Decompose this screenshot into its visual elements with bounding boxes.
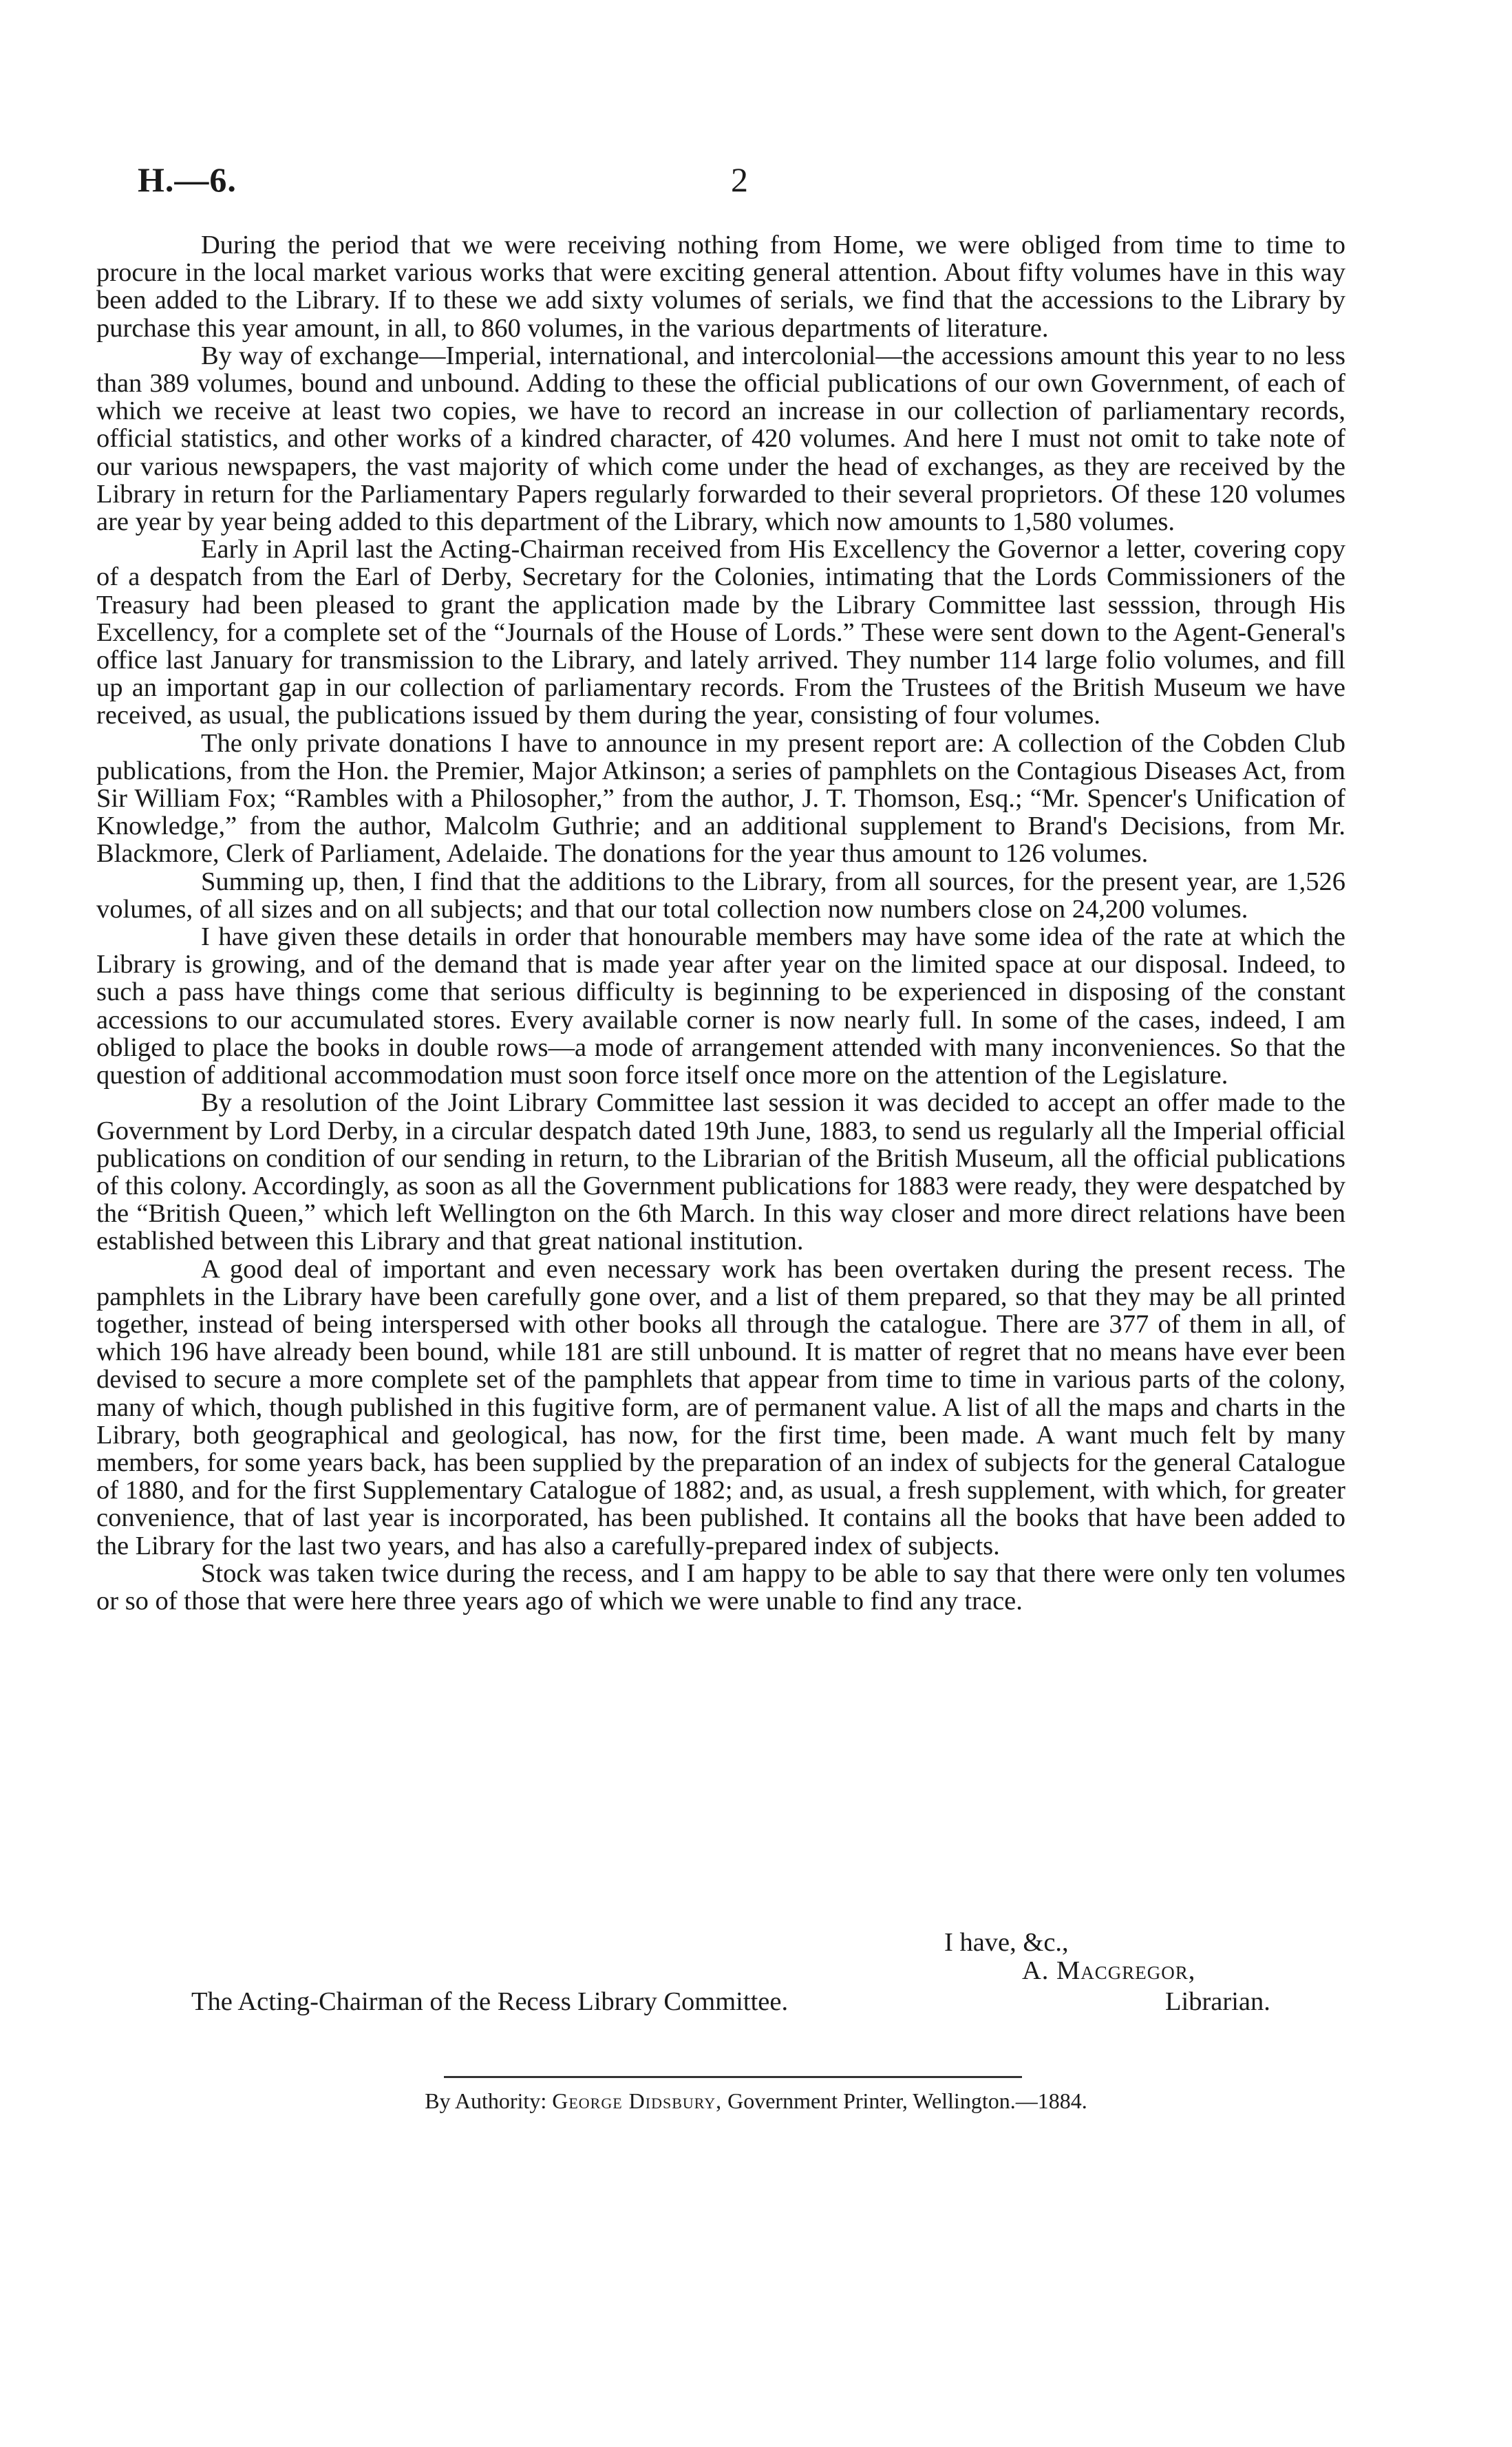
signatory-title: Librarian. [1165, 1987, 1270, 2016]
paragraph-accommodation: I have given these details in order that honourable members may have some idea of the rate at which the Library is growing, and of the demand that is made year after year on the limited space at our disposal. Indeed, to such a pass have things come that serious difficulty is beginning to be experienced in disposing of the constant accessions to our accumulated stores. Every available corner is now nearly full. In some of the cases, indeed, I am obliged to place the books in double rows—a mode of arrangement attended with many inconveniences. So that the question of additional accommodation must soon force itself once more on the attention of the Legislature. [96, 922, 1345, 1090]
paragraph-summary: Summing up, then, I find that the additions to the Library, from all sources, for the present year, are 1,526 volumes, of all sizes and on all subjects; and that our total collection now numbers close on 24,200 volumes. [96, 867, 1345, 924]
paragraph-imperial-publications: By a resolution of the Joint Library Committee last session it was decided to accept an offer made to the Government by Lord Derby, in a circular despatch dated 19th June, 1883, to send us regularly all the Imperial official publications on condition of our sending in return, to the Librarian of the British Museum, all the official publications of this colony. Accordingly, as soon as all the Government publications for 1883 were ready, they were despatched by the “British Queen,” which left Wellington on the 6th March. In this way closer and more direct relations have been established between this Library and that great national institution. [96, 1088, 1345, 1256]
paragraph-private-donations: The only private donations I have to announce in my present report are: A collection of the Cobden Club publications, from the Hon. the Premier, Major Atkinson; a series of pamphlets on the Contagious Diseases Act, from Sir William Fox; “Rambles with a Philosopher,” from the author, J. T. Thomson, Esq.; “Mr. Spencer's Unification of Knowledge,” from the author, Malcolm Guthrie; and an additional supplement to Brand's Decisions, from Mr. Blackmore, Clerk of Parliament, Adelaide. The donations for the year thus amount to 126 volumes. [96, 728, 1345, 869]
paragraph-stock-taking: Stock was taken twice during the recess, and I am happy to be able to say that there were only ten volumes or so of those that were here three years ago of which we were unable to find any trace. [96, 1558, 1345, 1616]
imprint-suffix: Government Printer, Wellington.—1884. [727, 2088, 1087, 2113]
addressee: The Acting-Chairman of the Recess Library Committee. [191, 1987, 789, 2016]
closing-salutation: I have, &c., [944, 1928, 1069, 1957]
imprint-prefix: By Authority: [425, 2088, 547, 2113]
paragraph-recess-work: A good deal of important and even necessary work has been overtaken during the present recess. The pamphlets in the Library have been carefully gone over, and a list of them prepared, so that they may be all printed together, instead of being interspersed with other books all through the catalogue. There are 377 of them in all, of which 196 have already been bound, while 181 are still unbound. It is matter of regret that no means have ever been devised to secure a more complete set of the pamphlets that appear from time to time in various parts of the colony, many of which, though published in this fugitive form, are of permanent value. A list of all the maps and charts in the Library, both geographical and geological, has now, for the first time, been made. A want much felt by many members, for some years back, has been supplied by the preparation of an index of subjects for the general Catalogue of 1880, and for the first Supplementary Catalogue of 1882; and, as usual, a fresh supplement, with which, for greater convenience, that of last year is incorporated, has been published. It contains all the books that have been added to the Library for the last two years, and has also a carefully-prepared index of subjects. [96, 1254, 1345, 1560]
imprint-printer: George Didsbury, [552, 2088, 723, 2113]
paragraph-journals-of-lords: Early in April last the Acting-Chairman received from His Excellency the Governor a letter, covering copy of a despatch from the Earl of Derby, Secretary for the Colonies, intimating that the Lords Commissioners of the Treasury had been pleased to grant the application made by the Library Committee last sesssion, through His Excellency, for a complete set of the “Journals of the House of Lords.” These were sent down to the Agent-General's office last January for transmission to the Library, and lately arrived. They number 114 large folio volumes, and fill up an important gap in our collection of parliamentary records. From the Trustees of the British Museum we have received, as usual, the publications issued by them during the year, consisting of four volumes. [96, 535, 1345, 730]
paragraph-exchanges: By way of exchange—Imperial, international, and intercolonial—the accessions amount this year to no less than 389 volumes, bound and unbound. Adding to these the official publications of our own Government, of each of which we receive at least two copies, we have to record an increase in our collection of parliamentary records, official statistics, and other works of a kindred character, of 420 volumes. And here I must not omit to take note of our various newspapers, the vast majority of which come under the head of exchanges, as they are received by the Library in return for the Parliamentary Papers regularly forwarded to their several proprietors. Of these 120 volumes are year by year being added to this department of the Library, which now amounts to 1,580 volumes. [96, 341, 1345, 537]
page-number: 2 [731, 160, 748, 199]
document-reference: H.—6. [138, 160, 237, 199]
report-body [96, 231, 1345, 1615]
divider-rule [444, 2076, 1022, 2078]
paragraph-purchases: During the period that we were receiving nothing from Home, we were obliged from time to time to procure in the local market various works that were exciting general attention. About fifty volumes have in this way been added to the Library. If to these we add sixty volumes of serials, we find that the accessions to the Library by purchase this year amount, in all, to 860 volumes, in the various departments of literature. [96, 231, 1345, 343]
signatory-name: A. Macgregor, [1022, 1956, 1196, 1985]
printer-imprint [0, 2088, 1512, 2114]
